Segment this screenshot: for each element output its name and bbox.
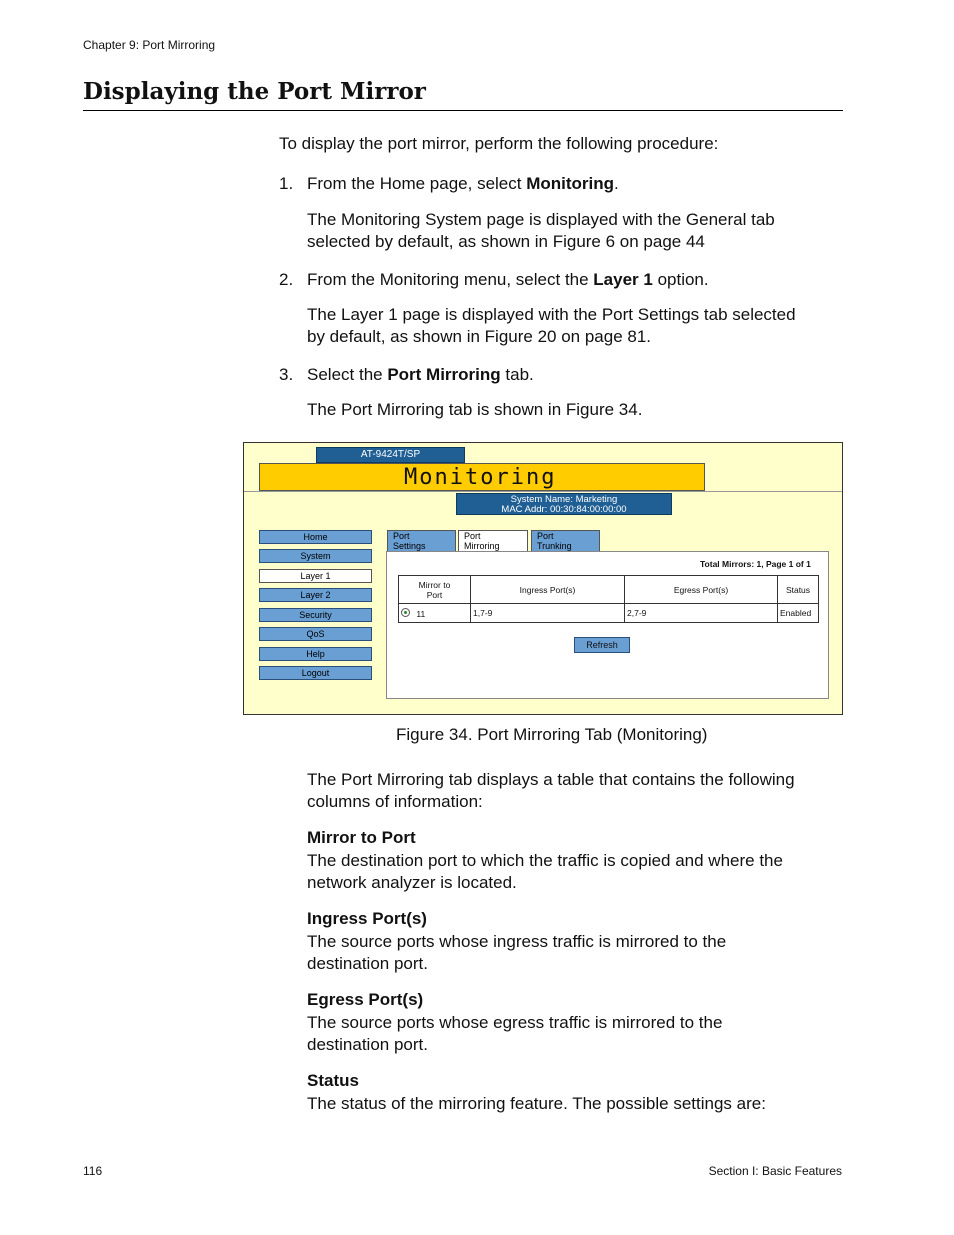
nav-home[interactable]: Home: [259, 530, 372, 544]
col-status: Status: [778, 576, 819, 604]
mirror-port-value: 11: [416, 608, 426, 619]
step-bold: Port Mirroring: [387, 365, 501, 384]
def-ingress-ports: The source ports whose ingress traffic is mirrored to the destination port.: [307, 932, 727, 973]
step-number: 3.: [279, 365, 294, 384]
nav-layer-1[interactable]: Layer 1: [259, 569, 372, 583]
step-text-end: option.: [652, 270, 709, 289]
page-title: Displaying the Port Mirror: [83, 78, 426, 105]
chapter-header: Chapter 9: Port Mirroring: [83, 38, 216, 52]
table-header-row: [399, 576, 819, 604]
page-number: 116: [83, 1164, 103, 1178]
section-footer: Section I: Basic Features: [708, 1164, 842, 1178]
col-mirror-line2: Port: [426, 589, 443, 600]
cell-ingress: 1,7-9: [471, 604, 625, 623]
cell-mirror-port: [399, 604, 471, 623]
step-text-end: .: [614, 174, 619, 193]
banner-title: Monitoring: [404, 465, 557, 490]
tab-label-line2: Mirroring: [464, 540, 500, 551]
tab-port-mirroring[interactable]: [458, 530, 528, 553]
term-mirror-to-port: Mirror to Port: [307, 828, 416, 847]
banner-divider: [244, 491, 842, 492]
table-row: [399, 604, 819, 623]
tab-label-line1: Port: [537, 531, 554, 541]
term-egress-ports: Egress Port(s): [307, 990, 424, 1009]
nav-system[interactable]: System: [259, 549, 372, 563]
tab-port-settings[interactable]: [387, 530, 456, 552]
step-text: From the Monitoring menu, select the: [307, 270, 594, 289]
figure-caption: Figure 34. Port Mirroring Tab (Monitoring): [396, 725, 708, 744]
monitoring-banner: [259, 463, 705, 491]
total-mirrors: Total Mirrors: 1, Page 1 of 1: [700, 559, 811, 569]
def-egress-ports: The source ports whose egress traffic is mirrored to the destination port.: [307, 1013, 723, 1054]
port-mirroring-screenshot: [243, 442, 843, 715]
nav-security[interactable]: Security: [259, 608, 372, 622]
step-2-result: The Layer 1 page is displayed with the Port Settings tab selected by default, as shown in Figure 20 on page 81.: [307, 305, 796, 346]
tab-label-line1: Port: [464, 531, 481, 541]
title-divider: [83, 110, 843, 111]
term-status: Status: [307, 1071, 359, 1090]
col-mirror-line1: Mirror to: [418, 579, 451, 590]
nav-layer-2[interactable]: Layer 2: [259, 588, 372, 602]
col-egress: Egress Port(s): [625, 576, 778, 604]
col-ingress: Ingress Port(s): [471, 576, 625, 604]
step-bold: Layer 1: [593, 270, 653, 289]
mirror-table: [398, 575, 819, 623]
step-1: [279, 173, 827, 195]
system-name: System Name: Marketing: [510, 494, 618, 505]
step-2: [279, 269, 827, 291]
step-3-result: The Port Mirroring tab is shown in Figure 34.: [307, 400, 643, 419]
col-mirror-to-port: [399, 576, 471, 604]
step-1-result: The Monitoring System page is displayed with the General tab selected by default, as shown in Figure 6 on page 44: [307, 210, 775, 251]
system-info: [456, 493, 672, 515]
cell-egress: 2,7-9: [625, 604, 778, 623]
content-panel: [386, 551, 829, 699]
step-number: 1.: [279, 174, 294, 193]
refresh-button[interactable]: Refresh: [574, 637, 630, 653]
nav-logout[interactable]: Logout: [259, 666, 372, 680]
description-text: The Port Mirroring tab displays a table that contains the following columns of information:: [307, 770, 795, 811]
step-number: 2.: [279, 270, 294, 289]
tab-label-line2: Trunking: [537, 540, 572, 551]
mac-address: MAC Addr: 00:30:84:00:00:00: [501, 503, 627, 515]
step-text: Select the: [307, 365, 388, 384]
step-text-end: tab.: [500, 365, 534, 384]
step-3: [279, 364, 827, 386]
def-mirror-to-port: The destination port to which the traffic is copied and where the network analyzer is located.: [307, 851, 783, 892]
term-ingress-ports: Ingress Port(s): [307, 909, 427, 928]
tab-label-line2: Settings: [393, 540, 426, 551]
cell-status: Enabled: [778, 604, 819, 623]
intro-text: To display the port mirror, perform the following procedure:: [279, 134, 719, 153]
tab-label-line1: Port: [393, 531, 410, 541]
step-text: From the Home page, select: [307, 174, 527, 193]
def-status: The status of the mirroring feature. The possible settings are:: [307, 1094, 766, 1113]
nav-qos[interactable]: QoS: [259, 627, 372, 641]
row-select-radio[interactable]: [401, 608, 410, 617]
step-bold: Monitoring: [526, 174, 615, 193]
tab-port-trunking[interactable]: [531, 530, 600, 552]
nav-help[interactable]: Help: [259, 647, 372, 661]
model-label: AT-9424T/SP: [316, 447, 465, 463]
